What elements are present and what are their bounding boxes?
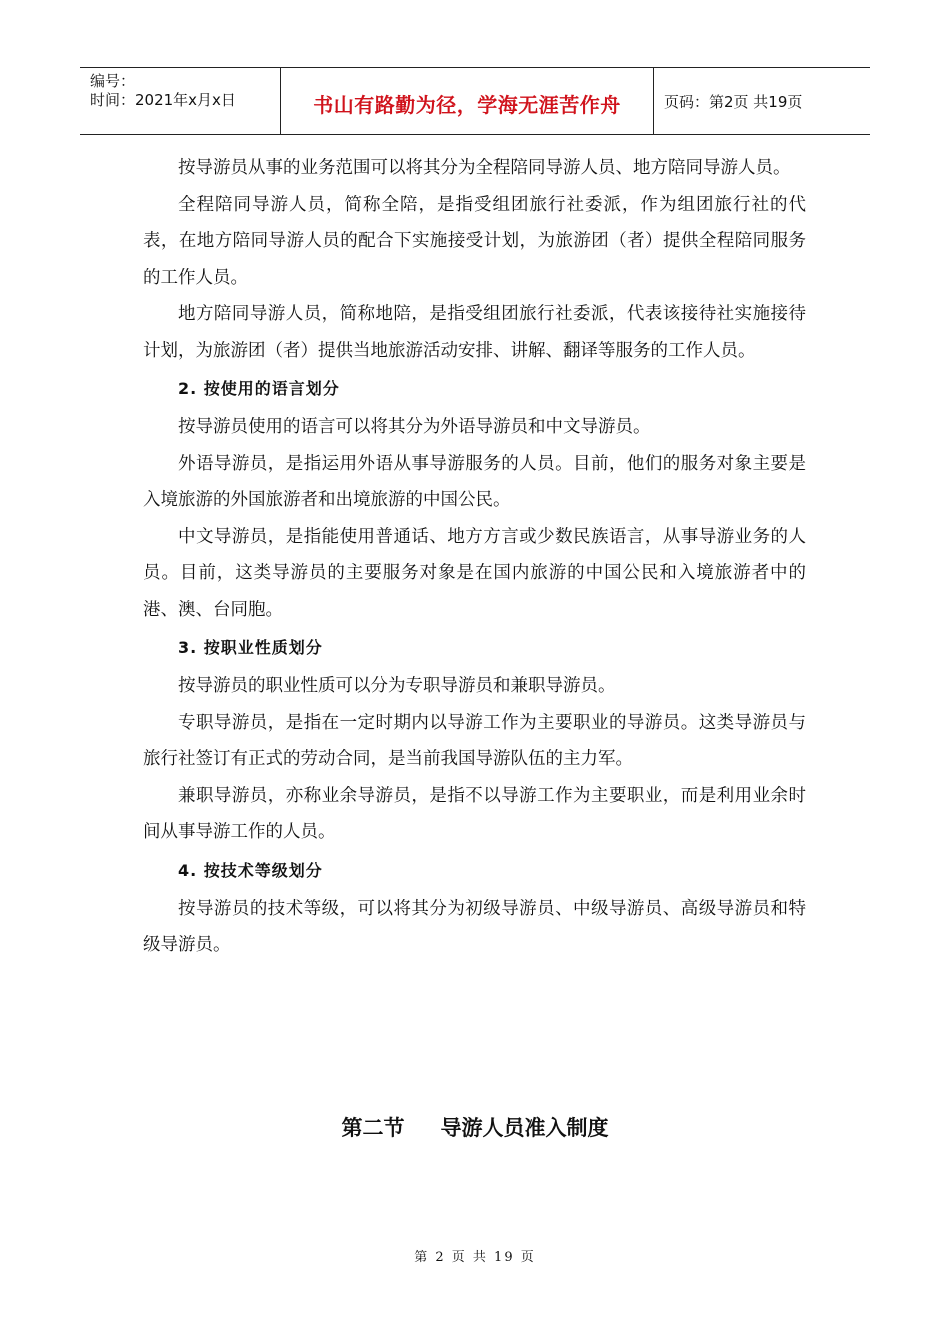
section-title [0, 1112, 950, 1142]
body-paragraph: 外语导游员，是指运用外语从事导游服务的人员。目前，他们的服务对象主要是入境旅游的外国旅游者和出境旅游的中国公民。 [143, 453, 806, 510]
subsection-heading: 2. 按使用的语言划分 [178, 379, 340, 398]
subsection-heading: 3. 按职业性质划分 [178, 638, 323, 657]
header-meta-cell [80, 68, 281, 134]
body-paragraph: 地方陪同导游人员，简称地陪，是指受组团旅行社委派，代表该接待社实施接待计划，为旅游团（者）提供当地旅游活动安排、讲解、翻译等服务的工作人员。 [143, 304, 806, 361]
body-paragraph: 专职导游员，是指在一定时期内以导游工作为主要职业的导游员。这类导游员与旅行社签订有正式的劳动合同，是当前我国导游队伍的主力军。 [143, 712, 806, 769]
body-paragraph: 按导游员的职业性质可以分为专职导游员和兼职导游员。 [178, 676, 616, 696]
header-page-info: 页码：第2页 共19页 [664, 92, 803, 111]
page-footer: 第 2 页 共 19 页 [414, 1250, 536, 1265]
document-date-label: 时间：2021年x月x日 [90, 91, 236, 109]
section-number: 第二节 [341, 1116, 405, 1140]
body-paragraph: 兼职导游员，亦称业余导游员，是指不以导游工作为主要职业，而是利用业余时间从事导游工作的人员。 [143, 785, 806, 842]
document-body [143, 150, 806, 964]
body-paragraph: 全程陪同导游人员，简称全陪，是指受组团旅行社委派，作为组团旅行社的代表，在地方陪同导游人员的配合下实施接受计划，为旅游团（者）提供全程陪同服务的工作人员。 [143, 194, 806, 288]
body-paragraph: 按导游员使用的语言可以将其分为外语导游员和中文导游员。 [178, 417, 651, 437]
section-name: 导游人员准入制度 [440, 1116, 609, 1140]
header-page-cell [654, 68, 870, 134]
body-paragraph: 按导游员从事的业务范围可以将其分为全程陪同导游人员、地方陪同导游人员。 [178, 158, 791, 178]
header-motto: 书山有路勤为径，学海无涯苦作舟 [313, 92, 621, 117]
body-paragraph: 按导游员的技术等级，可以将其分为初级导游员、中级导游员、高级导游员和特级导游员。 [143, 898, 806, 955]
document-number-label: 编号： [90, 72, 136, 90]
header-motto-cell [281, 68, 654, 134]
body-paragraph: 中文导游员，是指能使用普通话、地方方言或少数民族语言，从事导游业务的人员。目前，这类导游员的主要服务对象是在国内旅游的中国公民和入境旅游者中的港、澳、台同胞。 [143, 526, 806, 620]
subsection-heading: 4. 按技术等级划分 [178, 860, 323, 880]
document-header [80, 67, 870, 135]
